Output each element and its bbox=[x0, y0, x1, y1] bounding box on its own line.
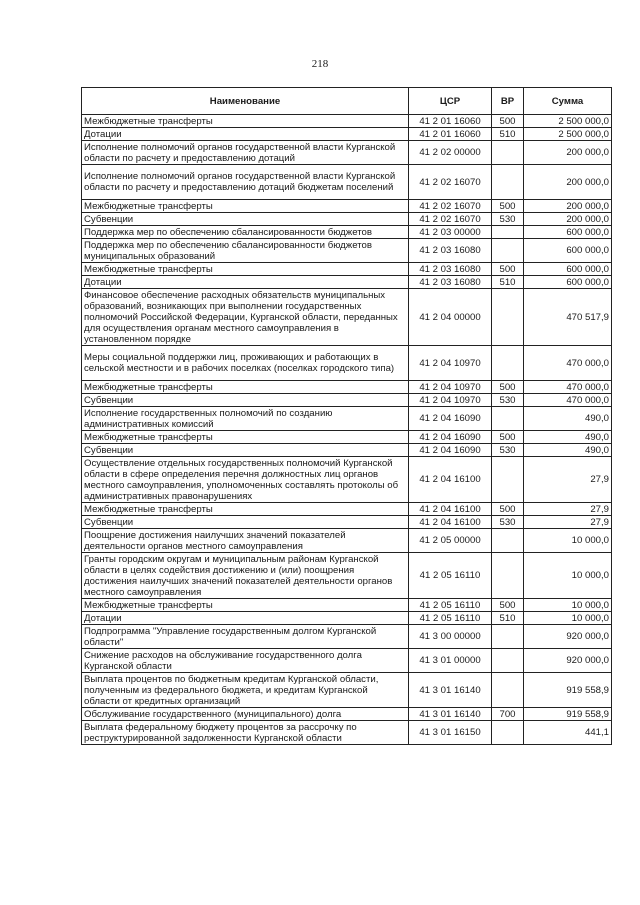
row-sum: 27,9 bbox=[524, 457, 612, 503]
table-row bbox=[82, 381, 612, 394]
row-csr: 41 3 01 16140 bbox=[409, 708, 492, 721]
row-name: Меры социальной поддержки лиц, проживающих и работающих в сельской местности и в рабочих поселках (поселках городского типа) bbox=[82, 346, 409, 381]
row-sum: 2 500 000,0 bbox=[524, 115, 612, 128]
table-row bbox=[82, 708, 612, 721]
row-vr: 500 bbox=[492, 431, 524, 444]
row-csr: 41 2 04 10970 bbox=[409, 381, 492, 394]
row-name: Дотации bbox=[82, 612, 409, 625]
row-csr: 41 2 04 16100 bbox=[409, 457, 492, 503]
row-vr: 700 bbox=[492, 708, 524, 721]
row-name: Межбюджетные трансферты bbox=[82, 503, 409, 516]
table-row bbox=[82, 625, 612, 649]
row-sum: 490,0 bbox=[524, 444, 612, 457]
row-csr: 41 2 05 16110 bbox=[409, 553, 492, 599]
row-sum: 200 000,0 bbox=[524, 213, 612, 226]
row-name: Межбюджетные трансферты bbox=[82, 115, 409, 128]
row-name: Поддержка мер по обеспечению сбалансированности бюджетов bbox=[82, 226, 409, 239]
row-name: Гранты городским округам и муниципальным районам Курганской области в целях содействия достижению и (или) поощрения достижения наилучших значений показателей деятельности органов местного самоуправления bbox=[82, 553, 409, 599]
row-name: Обслуживание государственного (муниципального) долга bbox=[82, 708, 409, 721]
row-name: Дотации bbox=[82, 276, 409, 289]
row-sum: 10 000,0 bbox=[524, 612, 612, 625]
row-sum: 490,0 bbox=[524, 431, 612, 444]
row-csr: 41 3 01 00000 bbox=[409, 649, 492, 673]
table-row bbox=[82, 226, 612, 239]
row-sum: 200 000,0 bbox=[524, 200, 612, 213]
row-vr bbox=[492, 673, 524, 708]
row-sum: 200 000,0 bbox=[524, 141, 612, 165]
row-vr bbox=[492, 226, 524, 239]
row-csr: 41 3 01 16140 bbox=[409, 673, 492, 708]
row-sum: 2 500 000,0 bbox=[524, 128, 612, 141]
row-vr: 530 bbox=[492, 444, 524, 457]
row-sum: 600 000,0 bbox=[524, 263, 612, 276]
table-row bbox=[82, 165, 612, 200]
row-name: Межбюджетные трансферты bbox=[82, 263, 409, 276]
row-sum: 200 000,0 bbox=[524, 165, 612, 200]
row-csr: 41 2 01 16060 bbox=[409, 128, 492, 141]
row-vr bbox=[492, 289, 524, 346]
row-vr: 510 bbox=[492, 128, 524, 141]
row-sum: 27,9 bbox=[524, 503, 612, 516]
row-vr bbox=[492, 141, 524, 165]
table-row bbox=[82, 200, 612, 213]
row-vr: 500 bbox=[492, 381, 524, 394]
row-csr: 41 2 04 16100 bbox=[409, 503, 492, 516]
table-row bbox=[82, 263, 612, 276]
row-sum: 10 000,0 bbox=[524, 529, 612, 553]
table-row bbox=[82, 115, 612, 128]
row-vr: 500 bbox=[492, 115, 524, 128]
row-vr: 530 bbox=[492, 516, 524, 529]
row-csr: 41 2 04 10970 bbox=[409, 394, 492, 407]
row-csr: 41 2 02 16070 bbox=[409, 200, 492, 213]
row-vr: 500 bbox=[492, 503, 524, 516]
row-vr: 500 bbox=[492, 599, 524, 612]
table-row bbox=[82, 553, 612, 599]
row-csr: 41 3 01 16150 bbox=[409, 721, 492, 745]
row-name: Межбюджетные трансферты bbox=[82, 599, 409, 612]
row-csr: 41 2 05 00000 bbox=[409, 529, 492, 553]
row-vr: 500 bbox=[492, 200, 524, 213]
row-vr bbox=[492, 721, 524, 745]
page-number: 218 bbox=[311, 58, 329, 70]
row-sum: 920 000,0 bbox=[524, 649, 612, 673]
table-row bbox=[82, 721, 612, 745]
row-sum: 27,9 bbox=[524, 516, 612, 529]
table-row bbox=[82, 673, 612, 708]
row-csr: 41 2 02 00000 bbox=[409, 141, 492, 165]
row-name: Дотации bbox=[82, 128, 409, 141]
row-csr: 41 2 03 16080 bbox=[409, 239, 492, 263]
row-name: Исполнение государственных полномочий по созданию административных комиссий bbox=[82, 407, 409, 431]
row-name: Субвенции bbox=[82, 213, 409, 226]
table-row bbox=[82, 289, 612, 346]
row-vr bbox=[492, 457, 524, 503]
row-name: Субвенции bbox=[82, 394, 409, 407]
row-name: Межбюджетные трансферты bbox=[82, 200, 409, 213]
row-sum: 919 558,9 bbox=[524, 708, 612, 721]
table-row bbox=[82, 346, 612, 381]
row-csr: 41 2 04 16090 bbox=[409, 431, 492, 444]
row-name: Поощрение достижения наилучших значений показателей деятельности органов местного самоуправления bbox=[82, 529, 409, 553]
row-csr: 41 2 01 16060 bbox=[409, 115, 492, 128]
table-row bbox=[82, 394, 612, 407]
row-sum: 10 000,0 bbox=[524, 553, 612, 599]
table-row bbox=[82, 141, 612, 165]
row-sum: 920 000,0 bbox=[524, 625, 612, 649]
table-row bbox=[82, 503, 612, 516]
row-csr: 41 2 03 00000 bbox=[409, 226, 492, 239]
row-vr: 530 bbox=[492, 394, 524, 407]
row-vr bbox=[492, 649, 524, 673]
row-sum: 600 000,0 bbox=[524, 239, 612, 263]
row-name: Исполнение полномочий органов государственной власти Курганской области по расчету и предоставлению дотаций bbox=[82, 141, 409, 165]
table-row bbox=[82, 649, 612, 673]
row-csr: 41 3 00 00000 bbox=[409, 625, 492, 649]
row-csr: 41 2 04 00000 bbox=[409, 289, 492, 346]
row-name: Выплата процентов по бюджетным кредитам Курганской области, полученным из федерального бюджета, и кредитам Курганской области от кредитных организаций bbox=[82, 673, 409, 708]
row-name: Субвенции bbox=[82, 516, 409, 529]
row-name: Осуществление отдельных государственных полномочий Курганской области в сфере определения перечня должностных лиц органов местного самоуправления, уполномоченных составлять протоколы об административных правонарушениях bbox=[82, 457, 409, 503]
row-sum: 600 000,0 bbox=[524, 226, 612, 239]
row-name: Субвенции bbox=[82, 444, 409, 457]
row-name: Финансовое обеспечение расходных обязательств муниципальных образований, возникающих при выполнении государственных полномочий Российской Федерации, Курганской области, переданных для осуществления органам местного самоуправления в установленном порядке bbox=[82, 289, 409, 346]
row-name: Поддержка мер по обеспечению сбалансированности бюджетов муниципальных образований bbox=[82, 239, 409, 263]
budget-table bbox=[81, 87, 612, 745]
row-sum: 470 000,0 bbox=[524, 346, 612, 381]
header-csr: ЦСР bbox=[409, 88, 492, 115]
header-name: Наименование bbox=[82, 88, 409, 115]
table-row bbox=[82, 444, 612, 457]
table-header-row bbox=[82, 88, 612, 115]
row-sum: 490,0 bbox=[524, 407, 612, 431]
table-row bbox=[82, 213, 612, 226]
row-vr bbox=[492, 239, 524, 263]
row-csr: 41 2 04 16090 bbox=[409, 444, 492, 457]
row-name: Исполнение полномочий органов государственной власти Курганской области по расчету и предоставлению дотаций бюджетам поселений bbox=[82, 165, 409, 200]
table-row bbox=[82, 431, 612, 444]
row-sum: 470 000,0 bbox=[524, 381, 612, 394]
table-row bbox=[82, 612, 612, 625]
table-row bbox=[82, 516, 612, 529]
table-row bbox=[82, 457, 612, 503]
row-vr: 530 bbox=[492, 213, 524, 226]
row-vr bbox=[492, 165, 524, 200]
row-name: Межбюджетные трансферты bbox=[82, 381, 409, 394]
header-sum: Сумма bbox=[524, 88, 612, 115]
row-name: Выплата федеральному бюджету процентов за рассрочку по реструктурированной задолженности Курганской области bbox=[82, 721, 409, 745]
row-vr: 500 bbox=[492, 263, 524, 276]
row-sum: 919 558,9 bbox=[524, 673, 612, 708]
row-csr: 41 2 04 16100 bbox=[409, 516, 492, 529]
row-sum: 470 000,0 bbox=[524, 394, 612, 407]
table-row bbox=[82, 128, 612, 141]
row-vr: 510 bbox=[492, 276, 524, 289]
row-sum: 441,1 bbox=[524, 721, 612, 745]
row-csr: 41 2 02 16070 bbox=[409, 165, 492, 200]
table-row bbox=[82, 529, 612, 553]
row-vr bbox=[492, 625, 524, 649]
row-csr: 41 2 03 16080 bbox=[409, 276, 492, 289]
row-vr bbox=[492, 407, 524, 431]
row-vr bbox=[492, 346, 524, 381]
row-vr bbox=[492, 529, 524, 553]
row-name: Подпрограмма "Управление государственным долгом Курганской области" bbox=[82, 625, 409, 649]
table-row bbox=[82, 276, 612, 289]
row-csr: 41 2 04 16090 bbox=[409, 407, 492, 431]
row-csr: 41 2 04 10970 bbox=[409, 346, 492, 381]
row-csr: 41 2 05 16110 bbox=[409, 612, 492, 625]
table-row bbox=[82, 239, 612, 263]
row-csr: 41 2 05 16110 bbox=[409, 599, 492, 612]
table-body bbox=[82, 115, 612, 745]
row-sum: 470 517,9 bbox=[524, 289, 612, 346]
row-vr bbox=[492, 553, 524, 599]
table-row bbox=[82, 599, 612, 612]
row-vr: 510 bbox=[492, 612, 524, 625]
row-sum: 600 000,0 bbox=[524, 276, 612, 289]
row-csr: 41 2 03 16080 bbox=[409, 263, 492, 276]
header-vr: ВР bbox=[492, 88, 524, 115]
row-name: Снижение расходов на обслуживание государственного долга Курганской области bbox=[82, 649, 409, 673]
row-sum: 10 000,0 bbox=[524, 599, 612, 612]
table-row bbox=[82, 407, 612, 431]
row-name: Межбюджетные трансферты bbox=[82, 431, 409, 444]
row-csr: 41 2 02 16070 bbox=[409, 213, 492, 226]
